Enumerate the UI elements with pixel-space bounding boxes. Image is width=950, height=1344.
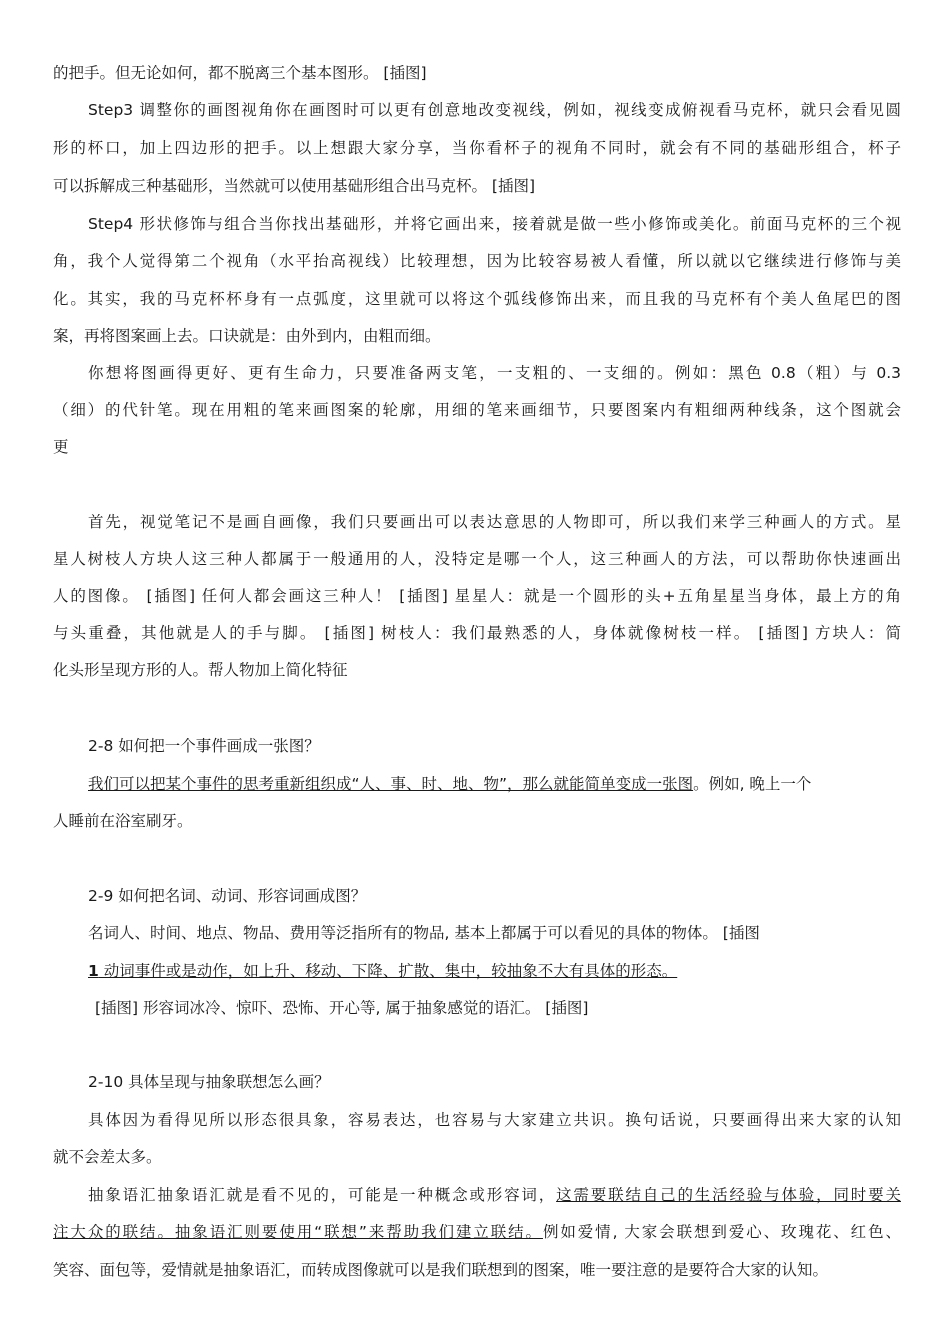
- section-2-8-line-2: 人睡前在浴室刷牙。: [53, 812, 193, 830]
- plain-text: 抽象语汇抽象语汇就是看不见的，可能是一种概念或形容词，: [88, 1186, 557, 1204]
- people-line-3: 人的图像。 [插图] 任何人都会画这三种人！ [插图] 星星人：就是一个圆形的头+五角星星当身体，最上方的角: [53, 587, 901, 605]
- underlined-text: [88, 962, 677, 980]
- step3-line-1: Step3 调整你的画图视角你在画图时可以更有创意地改变视线，例如，视线变成俯视看马克杯，就只会看见圆: [88, 101, 901, 119]
- section-2-9-line-1: 名词人、时间、地点、物品、费用等泛指所有的物品, 基本上都属于可以看见的具体的物体。 [插图: [88, 924, 760, 942]
- plain-text: 例如爱情, 大家会联想到爱心、玫瑰花、红色、: [542, 1223, 902, 1241]
- step3-line-3: 可以拆解成三种基础形，当然就可以使用基础形组合出马克杯。 [插图]: [53, 177, 536, 195]
- step4-line-1: Step4 形状修饰与组合当你找出基础形，并将它画出来，接着就是做一些小修饰或美化。前面马克杯的三个视: [88, 215, 901, 233]
- underlined-text: 我们可以把某个事件的思考重新组织成“人、事、时、地、物”，那么就能简单变成一张图: [88, 775, 694, 793]
- people-line-2: 星人树枝人方块人这三种人都属于一般通用的人，没特定是哪一个人，这三种画人的方法，可以帮助你快速画出: [53, 550, 901, 568]
- people-line-5: 化头形呈现方形的人。帮人物加上简化特征: [53, 661, 348, 679]
- section-2-10-line-4: [53, 1214, 901, 1251]
- pen-line-2: （细）的代针笔。现在用粗的笔来画图案的轮廓，用细的笔来画细节，只要图案内有粗细两种线条，这个图就会: [53, 401, 901, 419]
- underlined-body: 动词事件或是动作，如上升、移动、下降、扩散、集中，较抽象不大有具体的形态。: [98, 962, 678, 980]
- section-2-10-line-5: 笑容、面包等，爱情就是抽象语汇，而转成图像就可以是我们联想到的图案，唯一要注意的是要符合大家的认知。: [53, 1261, 829, 1279]
- heading-2-9: 2-9 如何把名词、动词、形容词画成图？: [88, 887, 367, 905]
- people-line-4: 与头重叠，其他就是人的手与脚。 [插图] 树枝人：我们最熟悉的人，身体就像树枝一样。 [插图] 方块人：简: [53, 624, 901, 642]
- section-2-10-line-1: 具体因为看得见所以形态很具象，容易表达，也容易与大家建立共识。换句话说，只要画得出来大家的认知: [88, 1111, 901, 1129]
- pen-line-3: 更: [53, 438, 69, 456]
- underlined-text: 注大众的联结。抽象语汇则要使用“联想”来帮助我们建立联结。: [53, 1223, 543, 1241]
- paragraph-line: 的把手。但无论如何，都不脱离三个基本图形。 [插图]: [53, 64, 427, 82]
- step4-line-2: 角，我个人觉得第二个视角（水平抬高视线）比较理想，因为比较容易被人看懂，所以就以它继续进行修饰与美: [53, 252, 901, 270]
- section-2-9-line-2: [88, 953, 901, 990]
- section-2-10-line-3: [88, 1177, 901, 1214]
- section-2-8-line-1: [88, 766, 901, 803]
- people-line-1: 首先，视觉笔记不是画自画像，我们只要画出可以表达意思的人物即可，所以我们来学三种画人的方式。星: [88, 513, 901, 531]
- section-2-9-line-3: [插图] 形容词冰冷、惊吓、恐怖、开心等, 属于抽象感觉的语汇。 [插图]: [95, 999, 589, 1017]
- plain-text: 。例如, 晚上一个: [693, 775, 812, 793]
- section-2-10-line-2: 就不会差太多。: [53, 1148, 162, 1166]
- step4-line-3: 化。其实，我的马克杯杯身有一点弧度，这里就可以将这个弧线修饰出来，而且我的马克杯有个美人鱼尾巴的图: [53, 290, 901, 308]
- list-number: 1: [88, 962, 99, 980]
- step4-line-4: 案，再将图案画上去。口诀就是：由外到内，由粗而细。: [53, 327, 441, 345]
- underlined-text: 这需要联结自己的生活经验与体验，同时要关: [556, 1186, 901, 1204]
- heading-2-8: 2-8 如何把一个事件画成一张图？: [88, 737, 320, 755]
- heading-2-10: 2-10 具体呈现与抽象联想怎么画？: [88, 1073, 330, 1091]
- step3-line-2: 形的杯口，加上四边形的把手。以上想跟大家分享，当你看杯子的视角不同时，就会有不同的基础形组合，杯子: [53, 139, 901, 157]
- pen-line-1: 你想将图画得更好、更有生命力，只要准备两支笔，一支粗的、一支细的。例如：黑色 0.8（粗）与 0.3: [88, 364, 901, 382]
